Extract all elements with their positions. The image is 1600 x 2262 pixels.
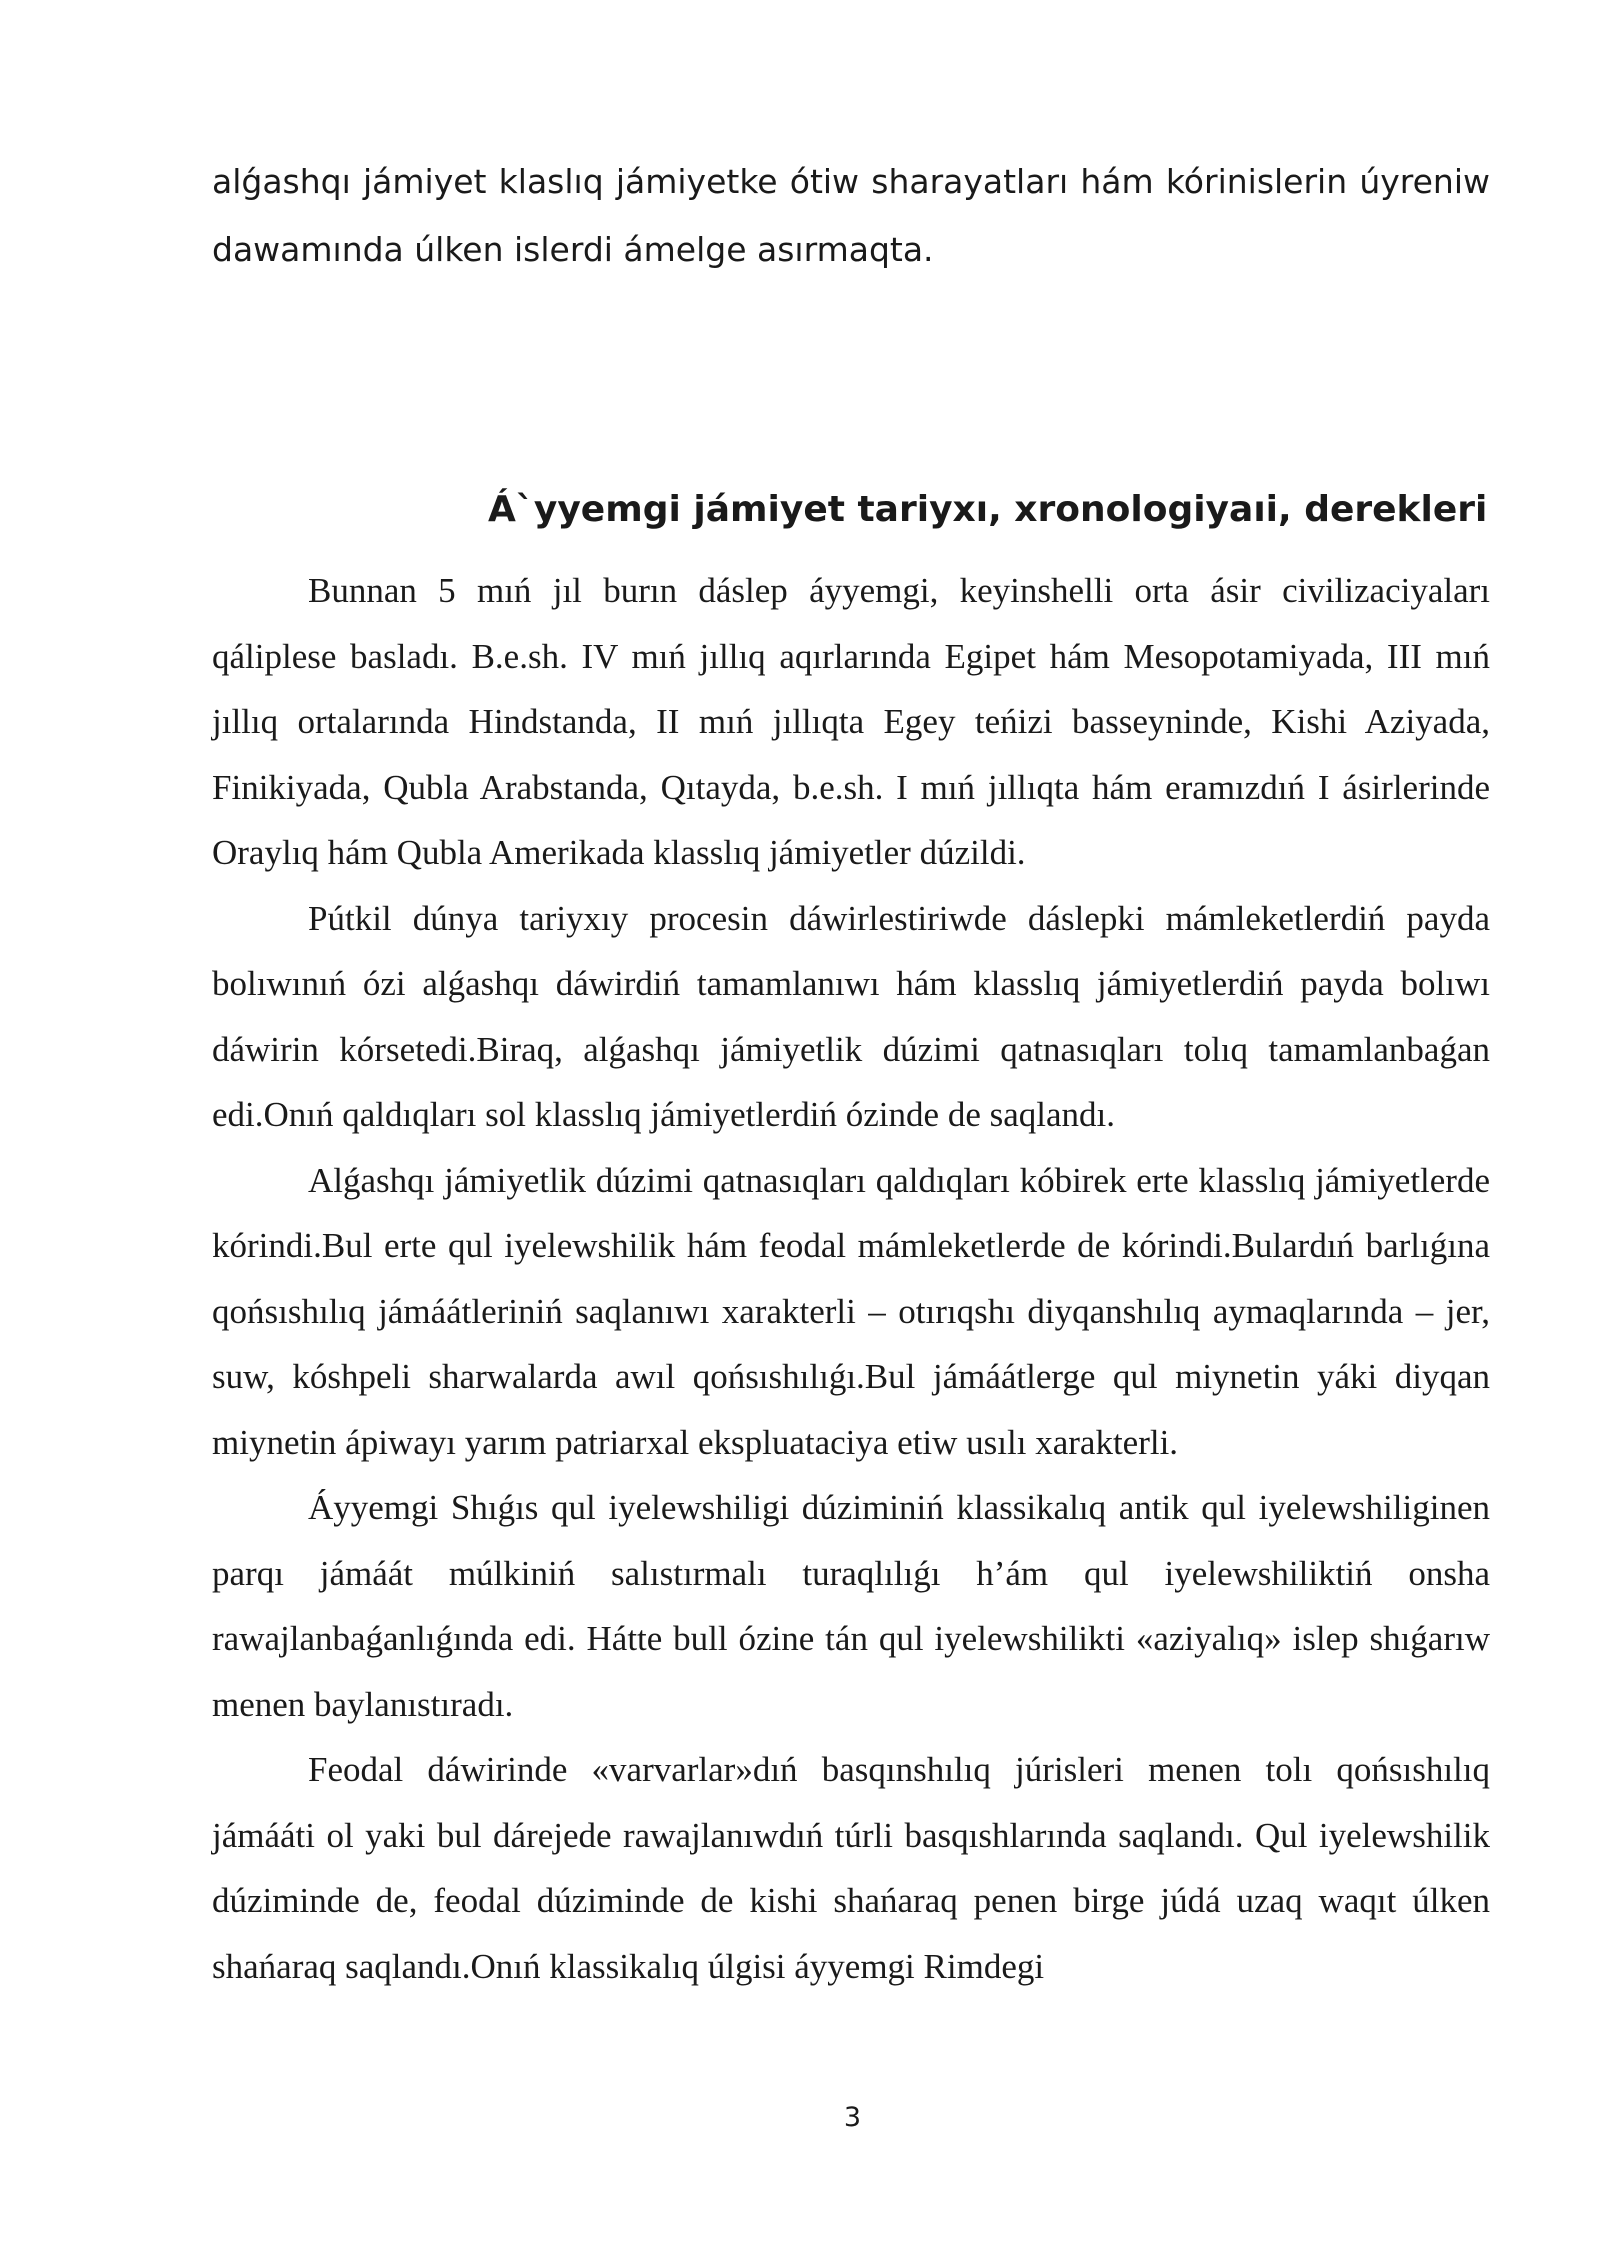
paragraph: Bunnan 5 mıń jıl burın dáslep áyyemgi, keyinshelli orta ásir civilizaciyaları qáliplese basladı. B.e.sh. IV mıń jıllıq aqırlarında Egipet hám Mesopotamiyada, III mıń jıllıq ortalarında Hindstanda, II mıń jıllıqta Egey teńizi basseyninde, Kishi Aziyada, Finikiyada, Qubla Arabstanda, Qıtayda, b.e.sh. I mıń jıllıqta hám eramızdıń I ásirlerinde Oraylıq hám Qubla Amerikada klasslıq jámiyetler dúzildi.: [212, 571, 1490, 872]
paragraph: Áyyemgi Shıǵıs qul iyelewshiligi dúziminiń klassikalıq antik qul iyelewshiliginen parqı jámáát múlkiniń salıstırmalı turaqlılıǵı h’ám qul iyelewshiliktiń onsha rawajlanbaǵanlıǵında edi. Hátte bull ózine tán qul iyelewshilikti «aziyalıq» islep shıǵarıw menen baylanıstıradı.: [212, 1488, 1490, 1724]
paragraph: Feodal dáwirinde «varvarlar»dıń basqınshılıq júrisleri menen tolı qońsıshılıq jámááti ol yaki bul dárejede rawajlanıwdıń túrli basqıshlarında saqlandı. Qul iyelewshilik dúziminde de, feodal dúziminde de kishi shańaraq penen birge júdá uzaq waqıt úlken shańaraq saqlandı.Onıń klassikalıq úlgisi áyyemgi Rimdegi: [212, 1750, 1490, 1986]
body-text: [212, 558, 1490, 1999]
paragraph: Alǵashqı jámiyetlik dúzimi qatnasıqları qaldıqları kóbirek erte klasslıq jámiyetlerde kórindi.Bul erte qul iyelewshilik hám feodal mámleketlerde de kórindi.Bulardıń barlıǵına qońsıshılıq jámáátleriniń saqlanıwı xarakterli – otırıqshı diyqanshılıq aymaqlarında – jer, suw, kóshpeli sharwalarda awıl qońsıshılıǵı.Bul jámáátlerge qul miynetin yáki diyqan miynetin ápiwayı yarım patriarxal ekspluataciya etiw usılı xarakterli.: [212, 1160, 1490, 1462]
paragraph: Pútkil dúnya tariyxıy procesin dáwirlestiriwde dáslepki mámleketlerdiń payda bolıwınıń ózi alǵashqı dáwirdiń tamamlanıwı hám klasslıq jámiyetlerdiń payda bolıwı dáwirin kórsetedi.Biraq, alǵashqı jámiyetlik dúzimi qatnasıqları tolıq tamamlanbaǵan edi.Onıń qaldıqları sol klasslıq jámiyetlerdiń ózinde de saqlandı.: [212, 898, 1490, 1134]
intro-paragraph: alǵashqı jámiyet klaslıq jámiyetke ótiw sharayatları hám kórinislerin úyreniw dawamında úlken islerdi ámelge asırmaqta.: [212, 162, 1490, 269]
section-heading: Á`yyemgi jámiyet tariyxı, xronologiyaıi, derekleri: [488, 489, 1488, 530]
page-number: 3: [843, 2102, 862, 2133]
